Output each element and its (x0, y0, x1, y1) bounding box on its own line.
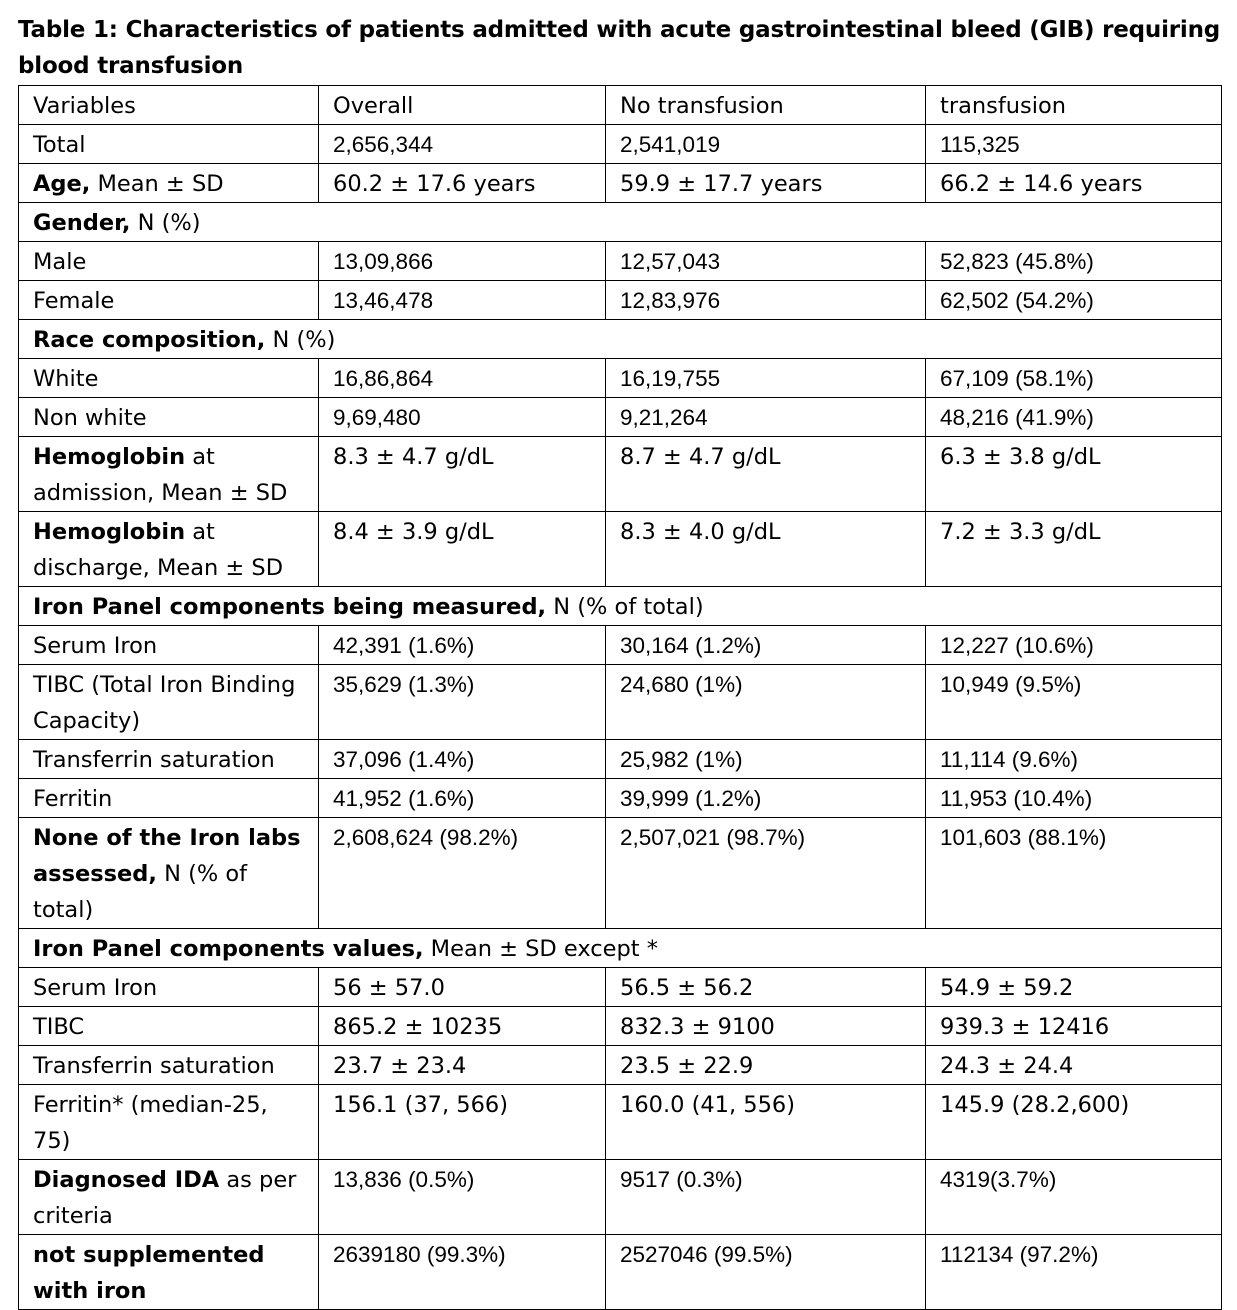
cell-overall: 13,836 (0.5%) (319, 1160, 606, 1235)
cell-overall: 35,629 (1.3%) (319, 665, 606, 740)
table-row (19, 1160, 1222, 1235)
row-label-rest: at discharge, Mean ± SD (33, 519, 284, 581)
table-row (19, 398, 1222, 437)
cell-transfusion: 145.9 (28.2,600) (926, 1085, 1222, 1160)
table-row (19, 665, 1222, 740)
row-label: Non white (19, 398, 319, 437)
cell-no-transfusion: 832.3 ± 9100 (606, 1007, 926, 1046)
cell-overall: 8.4 ± 3.9 g/dL (319, 512, 606, 587)
row-label: Female (19, 281, 319, 320)
row-label-bold: Hemoglobin (33, 444, 186, 470)
cell-transfusion: 101,603 (88.1%) (926, 818, 1222, 929)
cell-no-transfusion: 24,680 (1%) (606, 665, 926, 740)
row-label-bold: Hemoglobin (33, 519, 186, 545)
row-label (19, 1160, 319, 1235)
cell-overall: 16,86,864 (319, 359, 606, 398)
table-row (19, 359, 1222, 398)
cell-no-transfusion: 59.9 ± 17.7 years (606, 164, 926, 203)
cell-no-transfusion: 39,999 (1.2%) (606, 779, 926, 818)
table-row (19, 125, 1222, 164)
table-row (19, 437, 1222, 512)
table-row (19, 626, 1222, 665)
patient-characteristics-table (18, 85, 1222, 1310)
cell-overall: 56 ± 57.0 (319, 968, 606, 1007)
cell-no-transfusion: 9517 (0.3%) (606, 1160, 926, 1235)
section-label (19, 929, 1222, 968)
cell-no-transfusion: 23.5 ± 22.9 (606, 1046, 926, 1085)
table-row (19, 1007, 1222, 1046)
row-label: White (19, 359, 319, 398)
cell-no-transfusion: 16,19,755 (606, 359, 926, 398)
cell-no-transfusion: 8.3 ± 4.0 g/dL (606, 512, 926, 587)
row-label (19, 164, 319, 203)
row-label: Ferritin (19, 779, 319, 818)
row-label-bold: Diagnosed IDA (33, 1167, 220, 1193)
section-label-rest: Mean ± SD except * (423, 936, 658, 962)
cell-no-transfusion: 2527046 (99.5%) (606, 1235, 926, 1310)
cell-overall: 9,69,480 (319, 398, 606, 437)
cell-overall: 156.1 (37, 566) (319, 1085, 606, 1160)
row-label-rest: at admission, Mean ± SD (33, 444, 288, 506)
table-caption: Table 1: Characteristics of patients admitted with acute gastrointestinal bleed (GIB) requiring blood transfusion (18, 17, 1221, 79)
cell-transfusion: 112134 (97.2%) (926, 1235, 1222, 1310)
section-label (19, 320, 1222, 359)
cell-no-transfusion: 9,21,264 (606, 398, 926, 437)
section-row (19, 587, 1222, 626)
cell-transfusion: 6.3 ± 3.8 g/dL (926, 437, 1222, 512)
table-row (19, 242, 1222, 281)
cell-transfusion: 12,227 (10.6%) (926, 626, 1222, 665)
row-label: Male (19, 242, 319, 281)
section-label-rest: N (%) (130, 210, 201, 236)
cell-overall: 60.2 ± 17.6 years (319, 164, 606, 203)
cell-transfusion: 48,216 (41.9%) (926, 398, 1222, 437)
cell-no-transfusion: 56.5 ± 56.2 (606, 968, 926, 1007)
header-no-transfusion: No transfusion (606, 86, 926, 125)
cell-no-transfusion: 2,507,021 (98.7%) (606, 818, 926, 929)
table-header-row (19, 86, 1222, 125)
section-label-bold: Iron Panel components values, (33, 936, 424, 962)
table-row (19, 740, 1222, 779)
row-label-bold: Age, (33, 171, 91, 197)
table-row (19, 968, 1222, 1007)
cell-no-transfusion: 25,982 (1%) (606, 740, 926, 779)
section-label-rest: N (% of total) (546, 594, 704, 620)
cell-transfusion: 939.3 ± 12416 (926, 1007, 1222, 1046)
table-row (19, 164, 1222, 203)
cell-overall: 2639180 (99.3%) (319, 1235, 606, 1310)
cell-no-transfusion: 8.7 ± 4.7 g/dL (606, 437, 926, 512)
cell-transfusion: 11,953 (10.4%) (926, 779, 1222, 818)
row-label (19, 512, 319, 587)
cell-overall: 41,952 (1.6%) (319, 779, 606, 818)
row-label (19, 437, 319, 512)
row-label: TIBC (Total Iron Binding Capacity) (19, 665, 319, 740)
table-row (19, 1235, 1222, 1310)
cell-transfusion: 7.2 ± 3.3 g/dL (926, 512, 1222, 587)
row-label: Transferrin saturation (19, 1046, 319, 1085)
cell-transfusion: 4319(3.7%) (926, 1160, 1222, 1235)
cell-transfusion: 115,325 (926, 125, 1222, 164)
cell-transfusion: 62,502 (54.2%) (926, 281, 1222, 320)
section-row (19, 320, 1222, 359)
section-label-bold: Gender, (33, 210, 131, 236)
row-label: Serum Iron (19, 626, 319, 665)
cell-overall: 37,096 (1.4%) (319, 740, 606, 779)
row-label-rest: N (% of total) (33, 861, 248, 923)
cell-overall: 865.2 ± 10235 (319, 1007, 606, 1046)
cell-no-transfusion: 12,83,976 (606, 281, 926, 320)
row-label: TIBC (19, 1007, 319, 1046)
cell-overall: 42,391 (1.6%) (319, 626, 606, 665)
cell-transfusion: 66.2 ± 14.6 years (926, 164, 1222, 203)
table-row (19, 818, 1222, 929)
cell-transfusion: 10,949 (9.5%) (926, 665, 1222, 740)
cell-overall: 13,46,478 (319, 281, 606, 320)
row-label: Serum Iron (19, 968, 319, 1007)
cell-overall: 2,656,344 (319, 125, 606, 164)
cell-no-transfusion: 30,164 (1.2%) (606, 626, 926, 665)
cell-transfusion: 52,823 (45.8%) (926, 242, 1222, 281)
row-label (19, 1235, 319, 1310)
section-label-bold: Race composition, (33, 327, 266, 353)
cell-overall: 2,608,624 (98.2%) (319, 818, 606, 929)
cell-no-transfusion: 12,57,043 (606, 242, 926, 281)
table-row (19, 512, 1222, 587)
row-label-rest: Mean ± SD (90, 171, 224, 197)
section-label (19, 587, 1222, 626)
section-label (19, 203, 1222, 242)
row-label: Ferritin* (median-25, 75) (19, 1085, 319, 1160)
cell-overall: 13,09,866 (319, 242, 606, 281)
row-label: Transferrin saturation (19, 740, 319, 779)
section-row (19, 929, 1222, 968)
table-row (19, 281, 1222, 320)
section-label-bold: Iron Panel components being measured, (33, 594, 547, 620)
cell-transfusion: 54.9 ± 59.2 (926, 968, 1222, 1007)
cell-overall: 8.3 ± 4.7 g/dL (319, 437, 606, 512)
row-label (19, 818, 319, 929)
cell-transfusion: 24.3 ± 24.4 (926, 1046, 1222, 1085)
header-variables: Variables (19, 86, 319, 125)
cell-transfusion: 11,114 (9.6%) (926, 740, 1222, 779)
header-overall: Overall (319, 86, 606, 125)
row-label-bold: not supplemented with iron (33, 1242, 265, 1304)
cell-no-transfusion: 2,541,019 (606, 125, 926, 164)
cell-transfusion: 67,109 (58.1%) (926, 359, 1222, 398)
section-row (19, 203, 1222, 242)
table-row (19, 1046, 1222, 1085)
row-label-bold: None of the Iron labs assessed, (33, 825, 301, 887)
table-row (19, 1085, 1222, 1160)
cell-overall: 23.7 ± 23.4 (319, 1046, 606, 1085)
table-row (19, 779, 1222, 818)
row-label: Total (19, 125, 319, 164)
cell-no-transfusion: 160.0 (41, 556) (606, 1085, 926, 1160)
row-label-rest: as per criteria (33, 1167, 297, 1229)
header-transfusion: transfusion (926, 86, 1222, 125)
section-label-rest: N (%) (265, 327, 336, 353)
